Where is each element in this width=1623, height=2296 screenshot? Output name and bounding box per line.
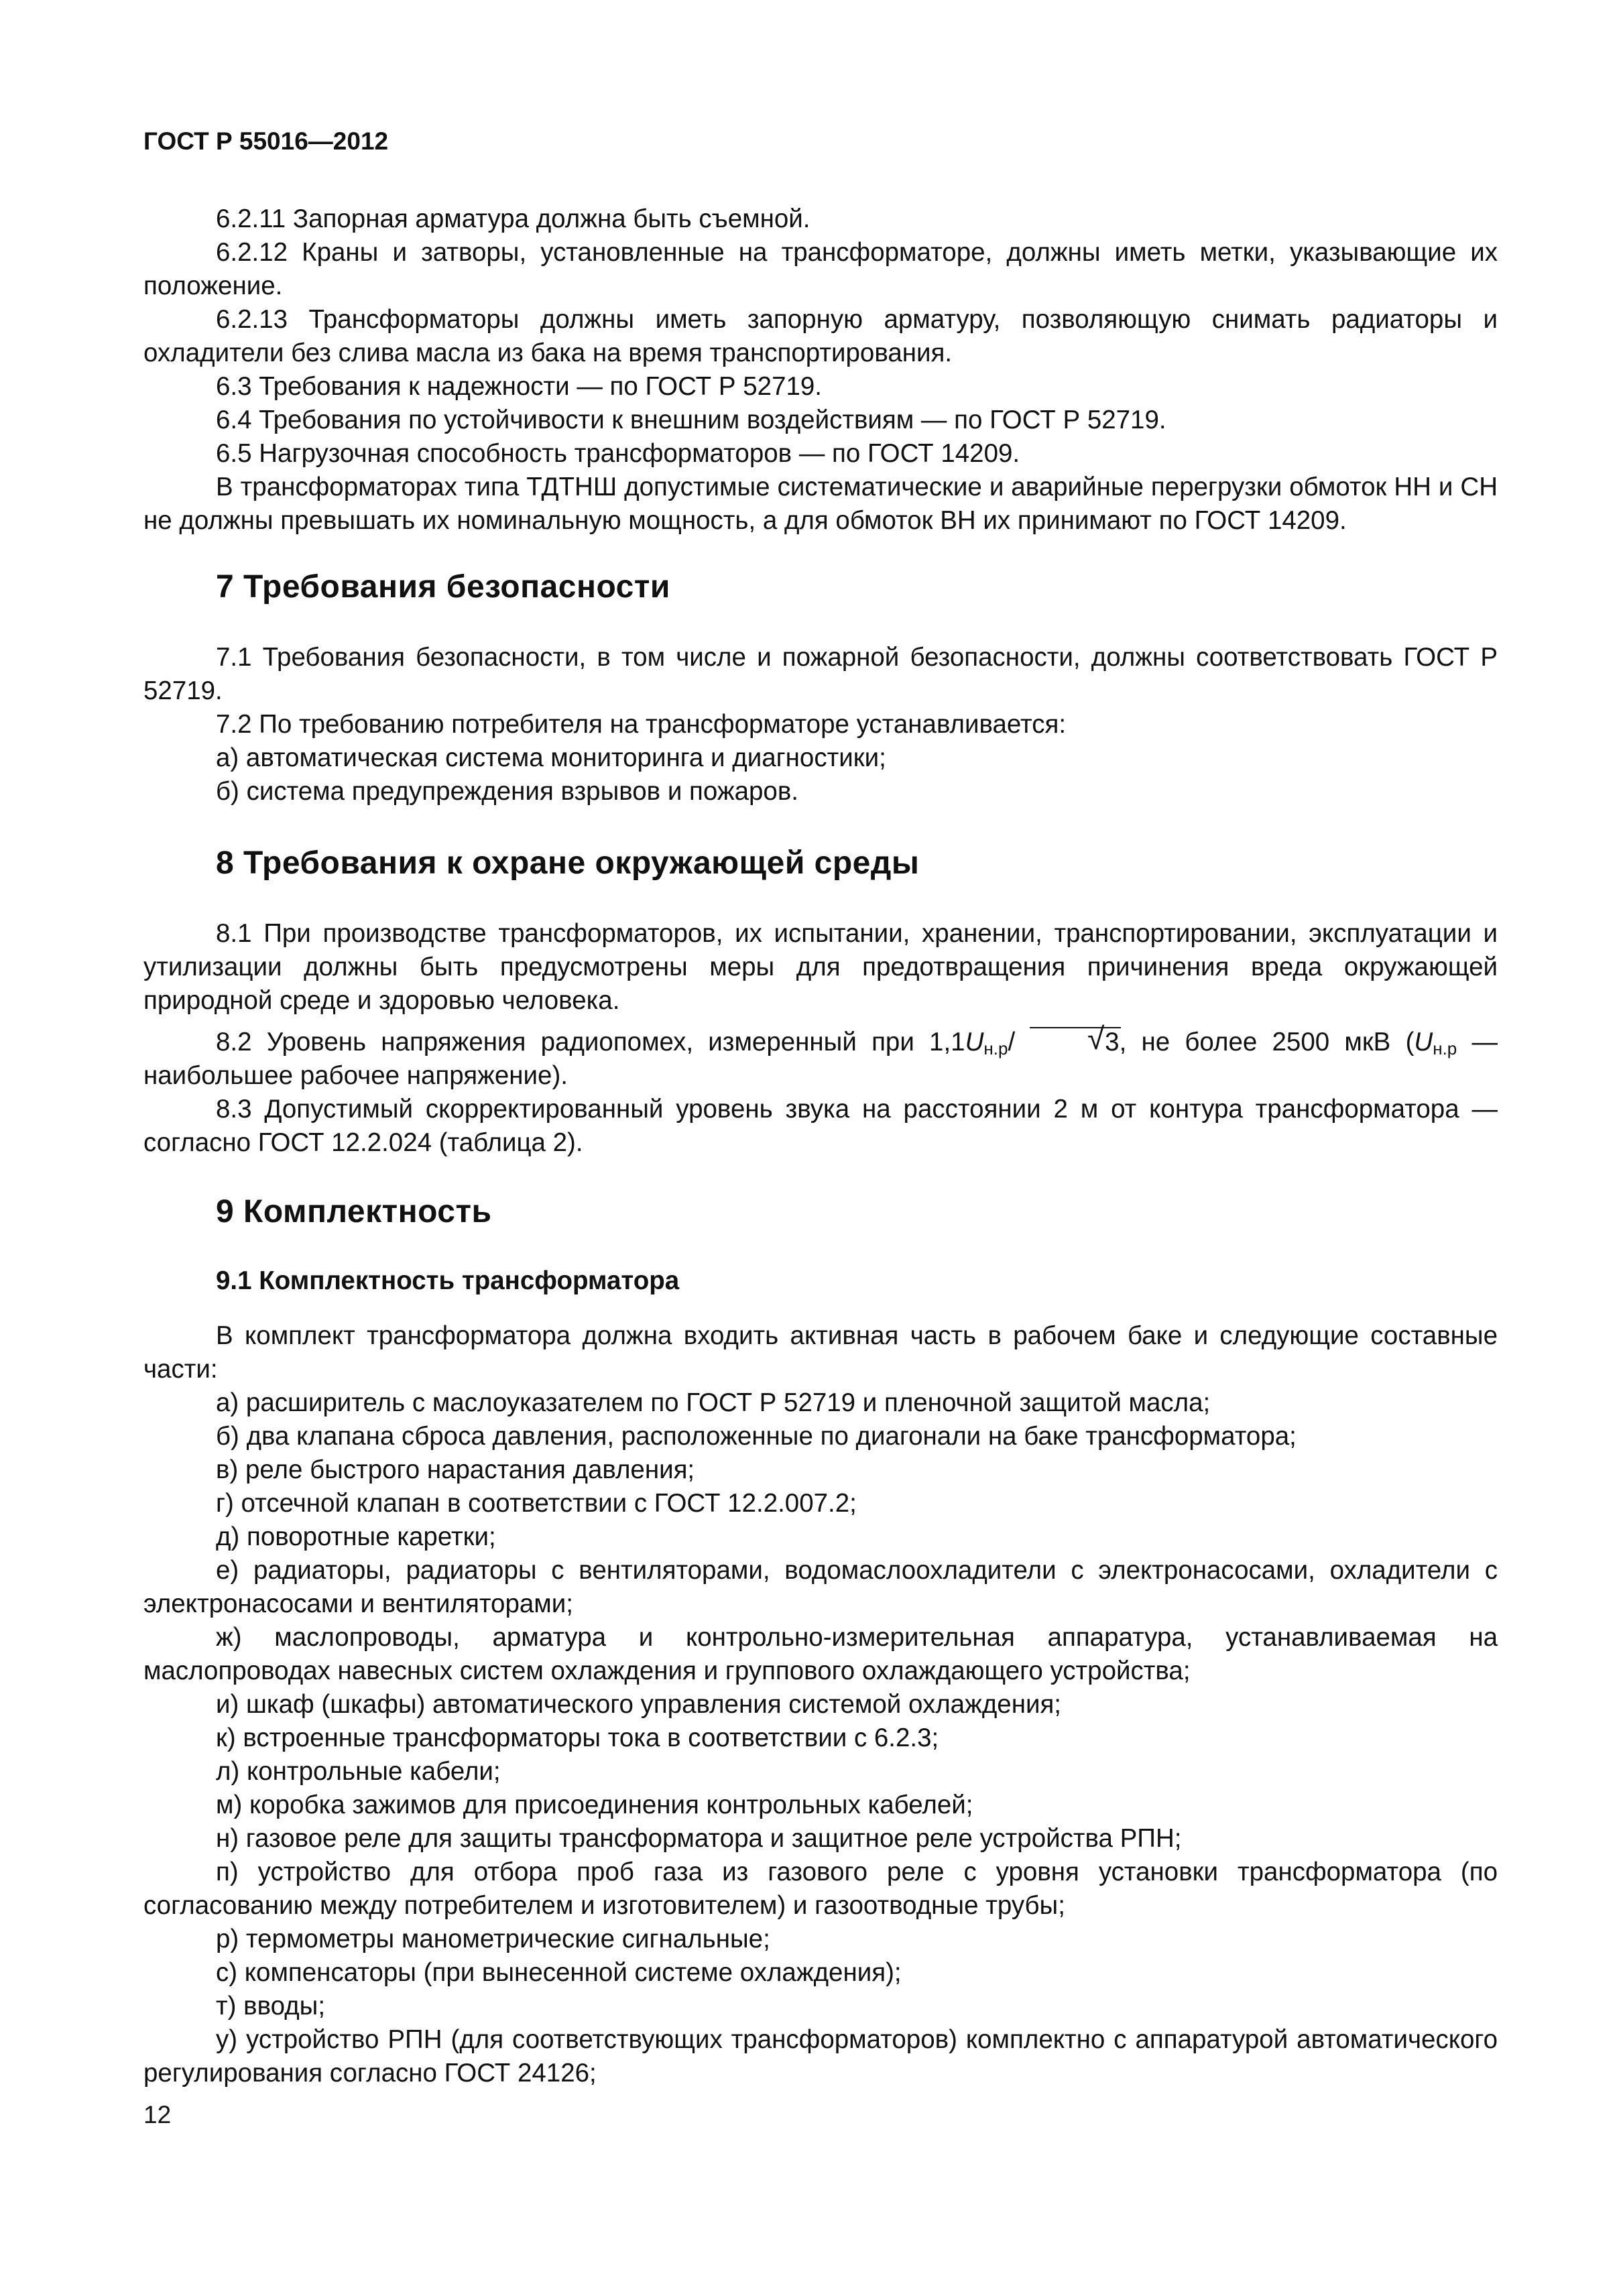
page-number: 12 — [143, 2101, 172, 2128]
subsection-9-1-heading: 9.1 Комплектность трансформатора — [216, 1266, 680, 1295]
list-item-b: б) два клапана сброса давления, расположенные по диагонали на баке трансформатора; — [216, 1422, 1297, 1451]
list-item-s: с) компенсаторы (при вынесенной системе охлаждения); — [216, 1958, 902, 1987]
paragraph-6-2-12: 6.2.12 Краны и затворы, установленные на трансформаторе, должны иметь метки, указывающие их положение. — [143, 238, 1498, 300]
list-item-g: г) отсечной клапан в соответствии с ГОСТ 12.2.007.2; — [216, 1489, 857, 1518]
list-item-n: н) газовое реле для защиты трансформатора и защитное реле устройства РПН; — [216, 1824, 1182, 1853]
document-header: ГОСТ Р 55016—2012 — [143, 127, 389, 155]
list-item-a: а) расширитель с маслоуказателем по ГОСТ Р 52719 и пленочной защитой масла; — [216, 1388, 1211, 1417]
paragraph-8-3: 8.3 Допустимый скорректированный уровень звука на расстоянии 2 м от контура трансформатора — согласно ГОСТ 12.2.024 (таблица 2). — [143, 1095, 1498, 1157]
list-item-i: и) шкаф (шкафы) автоматического управления системой охлаждения; — [216, 1690, 1062, 1719]
list-item-v: в) реле быстрого нарастания давления; — [216, 1455, 695, 1484]
list-item-zh: ж) маслопроводы, арматура и контрольно-измерительная аппаратура, устанавливаемая на маслопроводах навесных систем охлаждения и группового охлаждающего устройства; — [143, 1623, 1498, 1685]
list-item-l: л) контрольные кабели; — [216, 1757, 501, 1786]
list-item-u: у) устройство РПН (для соответствующих трансформаторов) комплектно с аппаратурой автоматического регулирования согласно ГОСТ 24126; — [143, 2025, 1498, 2088]
section-9-heading: 9 Комплектность — [216, 1194, 492, 1229]
paragraph-6-4: 6.4 Требования по устойчивости к внешним воздействиям — по ГОСТ Р 52719. — [216, 406, 1166, 434]
square-root: √ 3 — [1015, 1026, 1119, 1059]
paragraph-7-2: 7.2 По требованию потребителя на трансформаторе устанавливается: — [216, 710, 1067, 739]
list-item-m: м) коробка зажимов для присоединения контрольных кабелей; — [216, 1791, 973, 1819]
list-item-e: е) радиаторы, радиаторы с вентиляторами, водомаслоохладители с электронасосами, охладители с электронасосами и вентиляторами; — [143, 1556, 1498, 1618]
section-7-heading: 7 Требования безопасности — [216, 569, 670, 605]
list-item-k: к) встроенные трансформаторы тока в соответствии с 6.2.3; — [216, 1724, 939, 1752]
paragraph-7-1: 7.1 Требования безопасности, в том числе и пожарной безопасности, должны соответствовать ГОСТ Р 52719. — [143, 643, 1498, 705]
paragraph-8-2: 8.2 Уровень напряжения радиопомех, измеренный при $1,1U_{н.р}/$ √ 3, не более 2500 мкВ ($U_{н.р}$ — наибольшее рабочее напряжение). — [143, 1021, 1498, 1090]
list-item-7-2-b: б) система предупреждения взрывов и пожаров. — [216, 777, 798, 806]
paragraph-9-1-intro: В комплект трансформатора должна входить активная часть в рабочем баке и следующие составные части: — [143, 1321, 1498, 1384]
list-item-d: д) поворотные каретки; — [216, 1522, 496, 1551]
paragraph-6-5: 6.5 Нагрузочная способность трансформаторов — по ГОСТ 14209. — [216, 439, 1020, 468]
paragraph-6-2-11: 6.2.11 Запорная арматура должна быть съемной. — [216, 204, 810, 233]
list-item-7-2-a: а) автоматическая система мониторинга и диагностики; — [216, 743, 886, 772]
paragraph-6-2-13: 6.2.13 Трансформаторы должны иметь запорную арматуру, позволяющую снимать радиаторы и охладители без слива масла из бака на время транспортирования. — [143, 305, 1498, 367]
paragraph-6-5-tdtnsh: В трансформаторах типа ТДТНШ допустимые систематические и аварийные перегрузки обмоток НН и СН не должны превышать их номинальную мощность, а для обмоток ВН их принимают по ГОСТ 14209. — [143, 473, 1498, 535]
list-item-r: р) термометры манометрические сигнальные; — [216, 1925, 770, 1953]
list-item-p: п) устройство для отбора проб газа из газового реле с уровня установки трансформатора (по согласованию между потребителем и изготовителем) и газоотводные трубы; — [143, 1858, 1498, 1920]
section-8-heading: 8 Требования к охране окружающей среды — [216, 845, 920, 881]
list-item-t: т) вводы; — [216, 1992, 326, 2020]
paragraph-6-3: 6.3 Требования к надежности — по ГОСТ Р 52719. — [216, 372, 822, 401]
paragraph-8-1: 8.1 При производстве трансформаторов, их испытании, хранении, транспортировании, эксплуатации и утилизации должны быть предусмотрены меры для предотвращения причинения вреда окружающей природной среде и здоровью человека. — [143, 919, 1498, 1015]
